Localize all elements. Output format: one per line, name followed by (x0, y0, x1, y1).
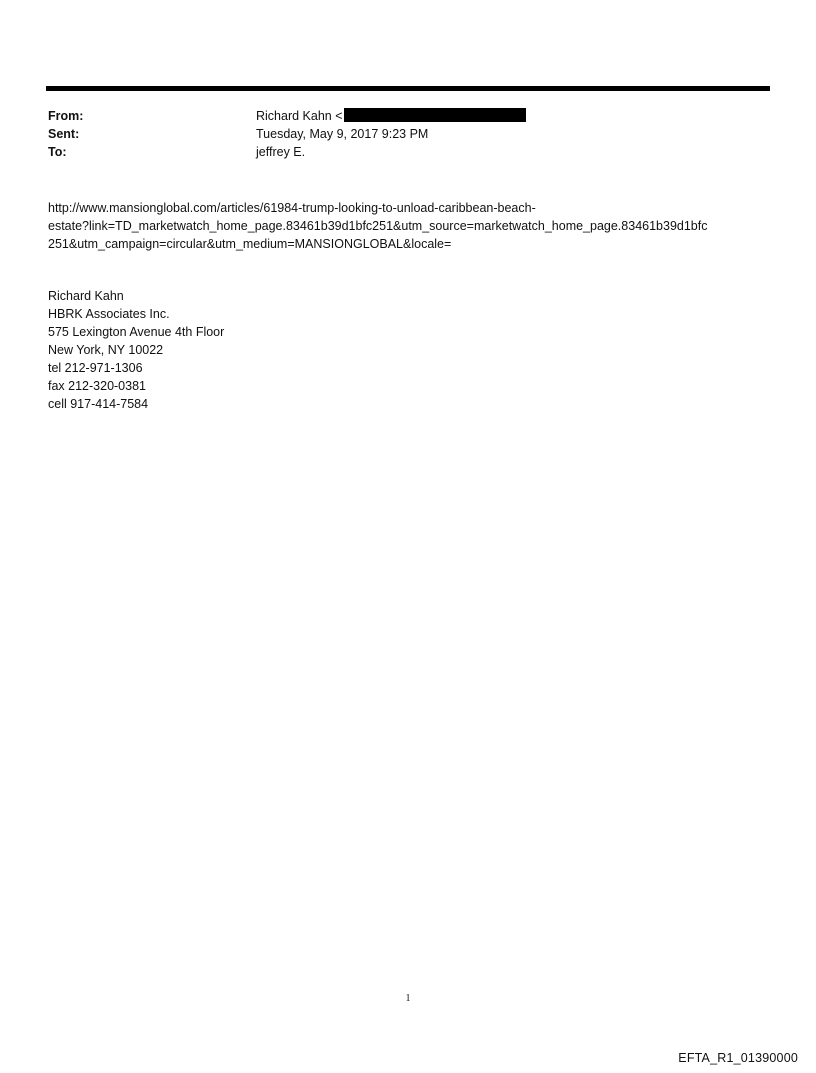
signature-block (48, 287, 448, 413)
url-line-3[interactable]: 251&utm_campaign=circular&utm_medium=MANSIONGLOBAL&locale= (48, 237, 452, 251)
from-sender: Richard Kahn < (256, 109, 343, 123)
message-link[interactable] (48, 199, 778, 253)
signature-fax: fax 212-320-0381 (48, 379, 146, 393)
sent-value: Tuesday, May 9, 2017 9:23 PM (256, 127, 429, 141)
to-label: To: (48, 145, 67, 159)
to-value: jeffrey E. (256, 145, 306, 159)
signature-name: Richard Kahn (48, 289, 124, 303)
url-line-2[interactable]: estate?link=TD_marketwatch_home_page.83461b39d1bfc251&utm_source=marketwatch_home_page.83461b39d1bfc (48, 219, 708, 233)
signature-company: HBRK Associates Inc. (48, 307, 170, 321)
header-rule (46, 86, 770, 91)
from-value (256, 107, 526, 125)
page-number: 1 (405, 993, 411, 1004)
sent-label: Sent: (48, 127, 80, 141)
from-label: From: (48, 109, 84, 123)
url-line-1[interactable]: http://www.mansionglobal.com/articles/61984-trump-looking-to-unload-caribbean-beach- (48, 201, 536, 215)
signature-address-line-2: New York, NY 10022 (48, 343, 164, 357)
redaction-bar (344, 108, 526, 122)
signature-address-line-1: 575 Lexington Avenue 4th Floor (48, 325, 225, 339)
signature-cell: cell 917-414-7584 (48, 397, 149, 411)
bates-id: EFTA_R1_01390000 (678, 1051, 798, 1065)
signature-tel: tel 212-971-1306 (48, 361, 143, 375)
